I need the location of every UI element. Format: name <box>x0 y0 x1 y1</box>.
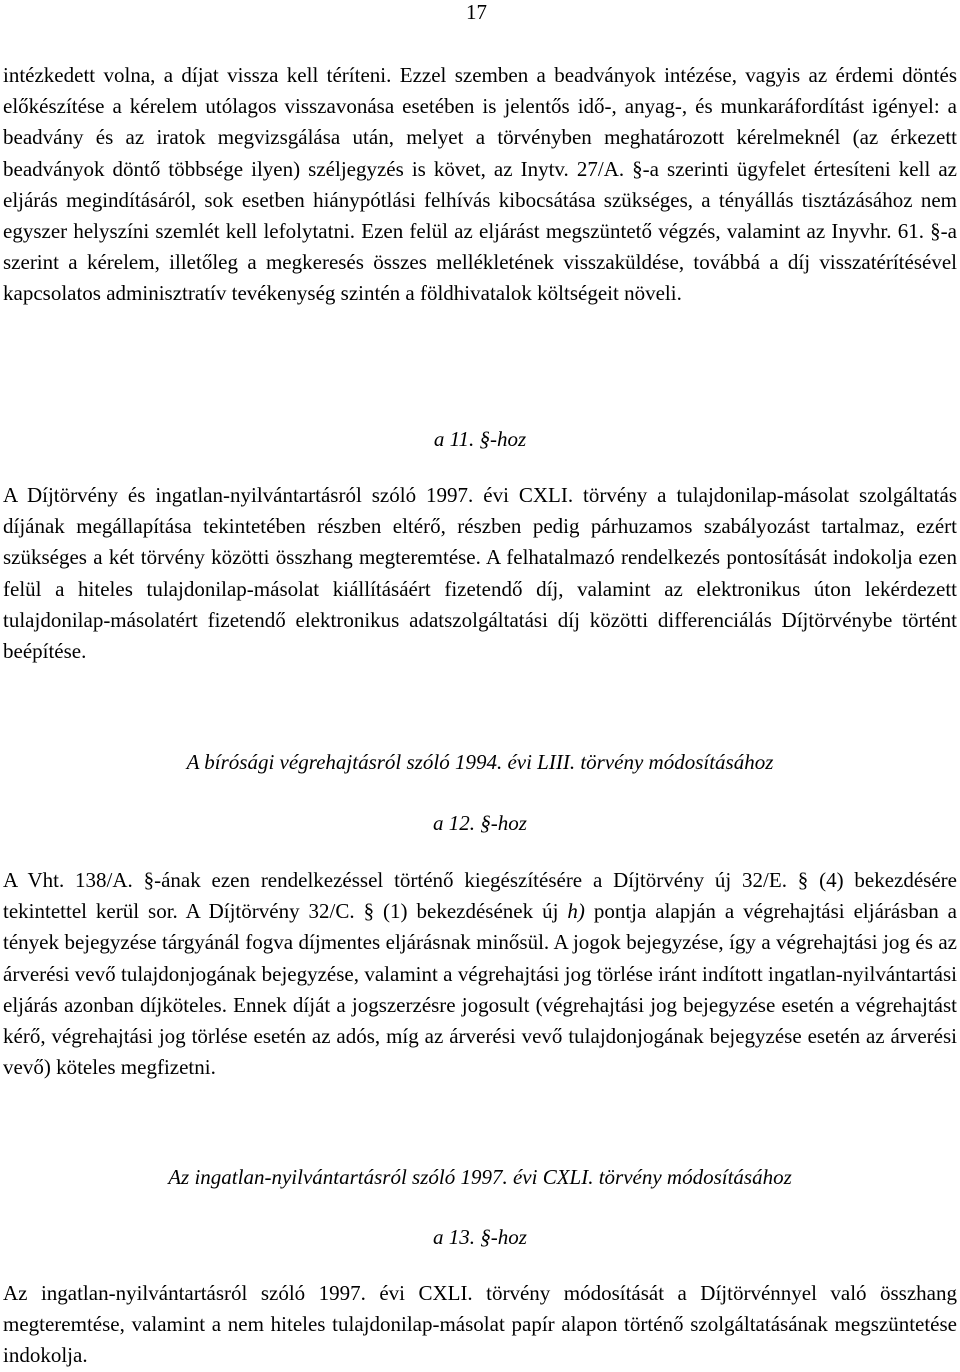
paragraph-fee-refund: intézkedett volna, a díjat vissza kell téríteni. Ezzel szemben a beadványok intézése, vagyis az érdemi döntés előkészítése a kérelem utólagos visszavonása esetében is jelentős idő-, anyag-, és munkaráfordítást igényel: a beadvány és az iratok megvizsgálása után, melyet a törvényben meghatározott kérelmeknél (az érkezett beadványok döntő többsége ilyen) széljegyzés is követ, az Inytv. 27/A. §-a szerinti ügyfelet értesíteni kell az eljárás megindításáról, sok esetben hiánypótlási felhívás kibocsátása szükséges, a tényállás tisztázásához nem egyszer helyszíni szemlét kell lefolytatni. Ezen felül az eljárást megszüntető végzés, valamint az Inyvhr. 61. §-a szerint a kérelem, illetőleg a megkeresés összes mellékletének visszaküldése, továbbá a díj visszatérítésével kapcsolatos adminisztratív tevékenység szintén a földhivatalok költségeit növeli. <box>3 63 957 306</box>
section-heading-12: a 12. §-hoz <box>433 811 527 835</box>
chapter-heading-vht: A bírósági végrehajtásról szóló 1994. évi LIII. törvény módosításához <box>186 750 774 774</box>
chapter-heading-inytv: Az ingatlan-nyilvántartásról szóló 1997. évi CXLI. törvény módosításához <box>168 1165 792 1189</box>
section-heading-13: a 13. §-hoz <box>433 1225 527 1249</box>
paragraph-dijtorveny: A Díjtörvény és ingatlan-nyilvántartásról szóló 1997. évi CXLI. törvény a tulajdonilap-másolat szolgáltatás díjának megállapítása tekintetében részben eltérő, részben pedig párhuzamos szabályozást tartalmaz, ezért szükséges a két törvény közötti összhang megteremtése. A felhatalmazó rendelkezés pontosítását indokolja ezen felül a hiteles tulajdonilap-másolat kiállításáért fizetendő díj, valamint az elektronikus úton lekérdezett tulajdonilap-másolatért fizetendő elektronikus adatszolgáltatási díj közötti differenciálás Díjtörvénybe történt beépítése. <box>3 483 957 664</box>
point-h-label: h) <box>567 899 585 924</box>
paragraph-vht-text-end: pontja alapján a végrehajtási eljárásban a tények bejegyzése tárgyánál fogva díjmentes eljárásnak minősül. A jogok bejegyzése, így a végrehajtási jog és az árverési vevő tulajdonjogának bejegyzése, valamint a végrehajtási jog törlése iránt indított ingatlan-nyilvántartási eljárás azonban díjköteles. Ennek díját a jogszerzésre jogosult (végrehajtási jog bejegyzése esetén a végrehajtást kérő, végrehajtási jog törlése esetén az adós, míg az árverési vevő tulajdonjogának bejegyzése esetén az árverési vevő) köteles megfizetni. <box>3 899 957 1080</box>
paragraph-inytv-amendment: Az ingatlan-nyilvántartásról szóló 1997. évi CXLI. törvény módosítását a Díjtörvénnyel való összhang megteremtése, valamint a nem hiteles tulajdonilap-másolat papír alapon történő szolgáltatásának megszüntetése indokolja. <box>3 1281 957 1368</box>
section-heading-11: a 11. §-hoz <box>433 427 527 451</box>
paragraph-vht-amendment <box>3 865 957 1083</box>
paragraph-vht-text-start: A Vht. 138/A. §-ának ezen rendelkezéssel történő kiegészítésére a Díjtörvény új 32/E. § (4) bekezdésére tekintettel kerül sor. A Díjtörvény 32/C. § (1) bekezdésének új <box>3 868 957 924</box>
page-number: 17 <box>466 0 487 24</box>
